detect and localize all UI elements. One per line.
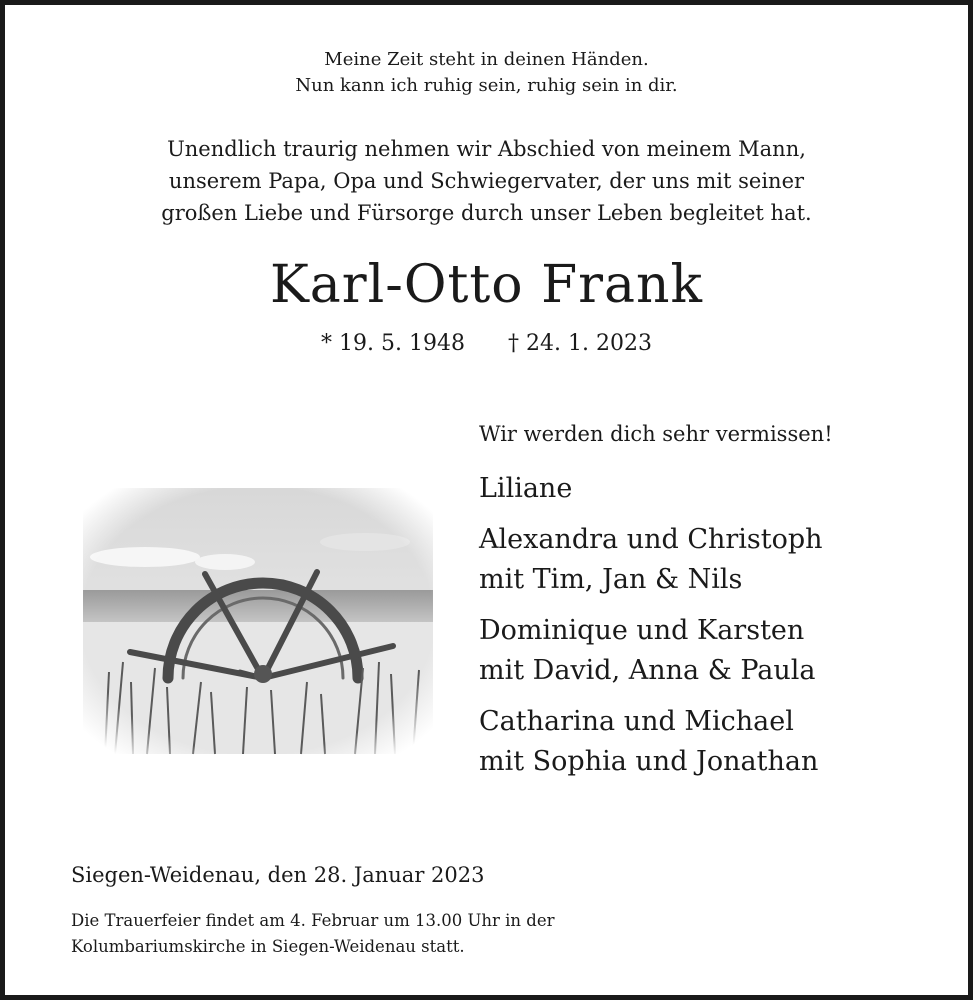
deceased-name: Karl-Otto Frank <box>269 255 704 315</box>
intro-line-1: Unendlich traurig nehmen wir Abschied von meinem Mann, <box>167 137 806 161</box>
ship-wheel-beach-photo <box>75 482 440 759</box>
service-line-1: Die Trauerfeier findet am 4. Februar um 13.00 Uhr in der <box>71 911 555 930</box>
family-children-1: mit Tim, Jan & Nils <box>479 564 743 595</box>
intro-text <box>5 133 968 229</box>
family-liliane: Liliane <box>479 473 573 504</box>
motto-line-1: Meine Zeit steht in deinen Händen. <box>324 49 649 70</box>
life-dates <box>5 331 968 356</box>
funeral-service-note <box>71 908 555 960</box>
motto-line-2: Nun kann ich ruhig sein, ruhig sein in dir. <box>295 75 678 96</box>
death-date: † 24. 1. 2023 <box>508 331 652 356</box>
service-line-2: Kolumbariumskirche in Siegen-Weidenau statt. <box>71 937 465 956</box>
miss-you-line: Wir werden dich sehr vermissen! <box>479 422 833 446</box>
motto-verse <box>5 47 968 99</box>
family-children-2: mit David, Anna & Paula <box>479 655 816 686</box>
intro-line-2: unserem Papa, Opa und Schwiegervater, der uns mit seiner <box>168 169 805 193</box>
obituary-sheet <box>5 5 968 995</box>
family-catharina-michael: Catharina und Michael <box>479 706 794 737</box>
intro-line-3: großen Liebe und Fürsorge durch unser Leben begleitet hat. <box>161 201 812 225</box>
family-alexandra-christoph: Alexandra und Christoph <box>479 524 823 555</box>
birth-date: * 19. 5. 1948 <box>321 331 465 356</box>
family-dominique-karsten: Dominique und Karsten <box>479 615 805 646</box>
place-and-date: Siegen-Weidenau, den 28. Januar 2023 <box>71 863 485 887</box>
family-children-3: mit Sophia und Jonathan <box>479 746 819 777</box>
